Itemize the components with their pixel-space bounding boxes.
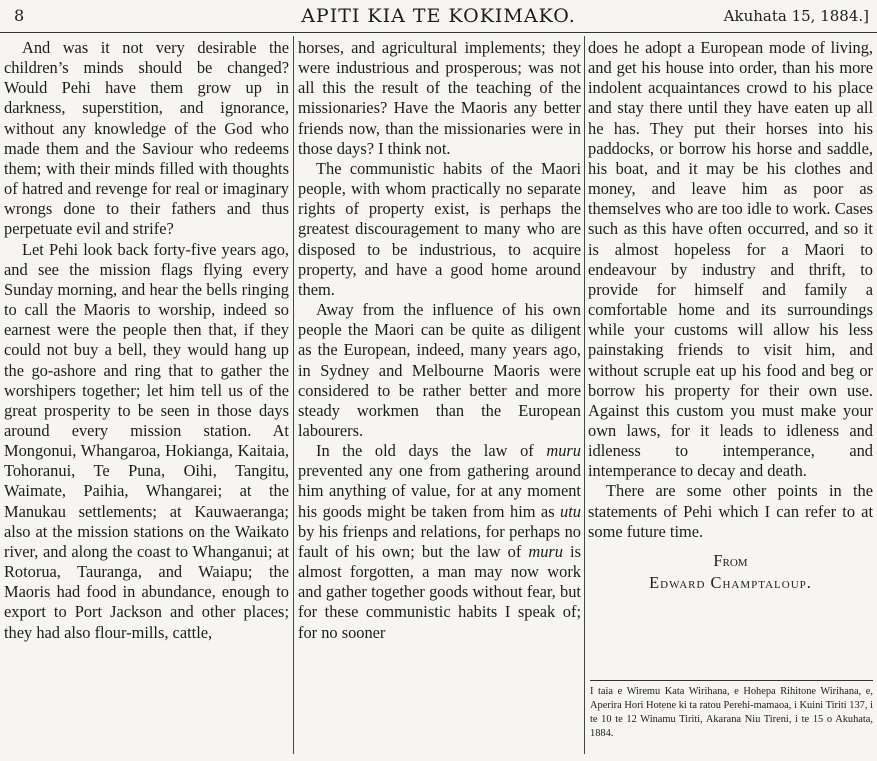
printer-imprint: I taia e Wiremu Kata Wirihana, e Hohepa Rihitone Wirihana, e, Aperira Hori Hotene ki ta ratou Perehi-mamaoa, i Kuini Tiriti 137, i te 10 te 12 Winamu Tiriti, Akarana Niu Tireni, i te 15 o Akuhata, 1884. <box>590 680 873 741</box>
maori-term: muru <box>528 541 563 561</box>
page-header <box>0 0 877 33</box>
paragraph: does he adopt a European mode of living, and get his house into order, than his more indolent acquaintances crowd to his place and stay there until they have eaten up all he has. They put their horses into his paddocks, or borrow his horse and saddle, his boat, and it may be his clothes and money, and leave him as poor as themselves who are too idle to work. Cases such as this have often occurred, and so it is almost hopeless for a Maori to endeavour by industry and thrift, to provide for himself and family a comfortable home and its surroundings while your customs will allow his less painstaking friends to visit him, and without scruple eat up his food and beg or borrow his property for their own use. Against this custom you must make your own laws, for it leads to idleness and idleness to intemperance, and intemperance to decay and death. <box>588 38 873 481</box>
from-label: From <box>713 550 748 570</box>
column-1 <box>4 38 289 758</box>
column-3 <box>588 38 873 758</box>
column-divider-1 <box>293 36 294 754</box>
column-divider-2 <box>584 36 585 754</box>
paragraph-text: is almost forgotten, a man may now work and gather together goods without fear, but for these communistic habits I speak of; for no sooner <box>298 541 581 642</box>
paragraph: And was it not very desirable the children’s minds should be changed? Would Pehi have them grow up in darkness, superstition, and ignorance, without any knowledge of the God who made them and the Saviour who redeems them; with their minds filled with thoughts of hatred and revenge for real or imaginary wrongs done to their fathers and thus perpetuate evil and strife? <box>4 38 289 239</box>
paragraph: Let Pehi look back forty-five years ago, and see the mission flags flying every Sunday morning, and hear the bells ringing to call the Maoris to worship, indeed so earnest were the people then that, if they could not buy a bell, they would hang up the go-ashore and ring that to gather the worshipers together; let him tell us of the great prosperity to be seen in those days around every mission station. At Mongonui, Whangaroa, Hokianga, Kaitaia, Tohoranui, Te Puna, Oihi, Tangitu, Waimate, Paihia, Whangarei; at the Manukau settlements; at Kauwaeranga; also at the mission stations on the Waikato river, and along the coast to Whanganui; at Rotorua, Tauranga, and Waiapu; the Maoris had food in abundance, enough to export to Port Jackson and other places; they had also flour-mills, cattle, <box>4 239 289 642</box>
paragraph-text: In the old days the law of <box>316 441 534 461</box>
paragraph-text: by his frienps and relations, for perhaps no fault of his own; but the law of <box>298 521 581 561</box>
issue-date: Akuhata 15, 1884.] <box>723 7 869 25</box>
signature: Edward Champtaloup. <box>649 572 812 592</box>
paragraph: horses, and agricultural implements; they were industrious and prosperous; was not all this the result of the teaching of the missionaries? Have the Maoris any better friends now, than the missionaries were in those days? I think not. <box>298 38 581 158</box>
maori-term: utu <box>560 501 581 521</box>
paragraph: Away from the influence of his own people the Maori can be quite as diligent as the European, indeed, many years ago, in Sydney and Melbourne Maoris were considered to be rather better and more steady workmen than the European labourers. <box>298 300 581 440</box>
publication-title: APITI KIA TE KOKIMAKO. <box>301 5 576 27</box>
page-number: 8 <box>14 6 25 25</box>
paragraph: The communistic habits of the Maori people, with whom practically no separate rights of property exist, is perhaps the greatest discouragement to many who are disposed to be industrious, to acquire property, and have a good home around them. <box>298 158 581 299</box>
paragraph <box>298 441 581 643</box>
maori-term: muru <box>546 441 581 461</box>
paragraph-text: prevented any one from gathering around him anything of value, for at any moment his goods might be taken from him as <box>298 461 581 521</box>
paragraph: There are some other points in the statements of Pehi which I can refer to at some future time. <box>588 481 873 541</box>
column-2 <box>298 38 581 758</box>
